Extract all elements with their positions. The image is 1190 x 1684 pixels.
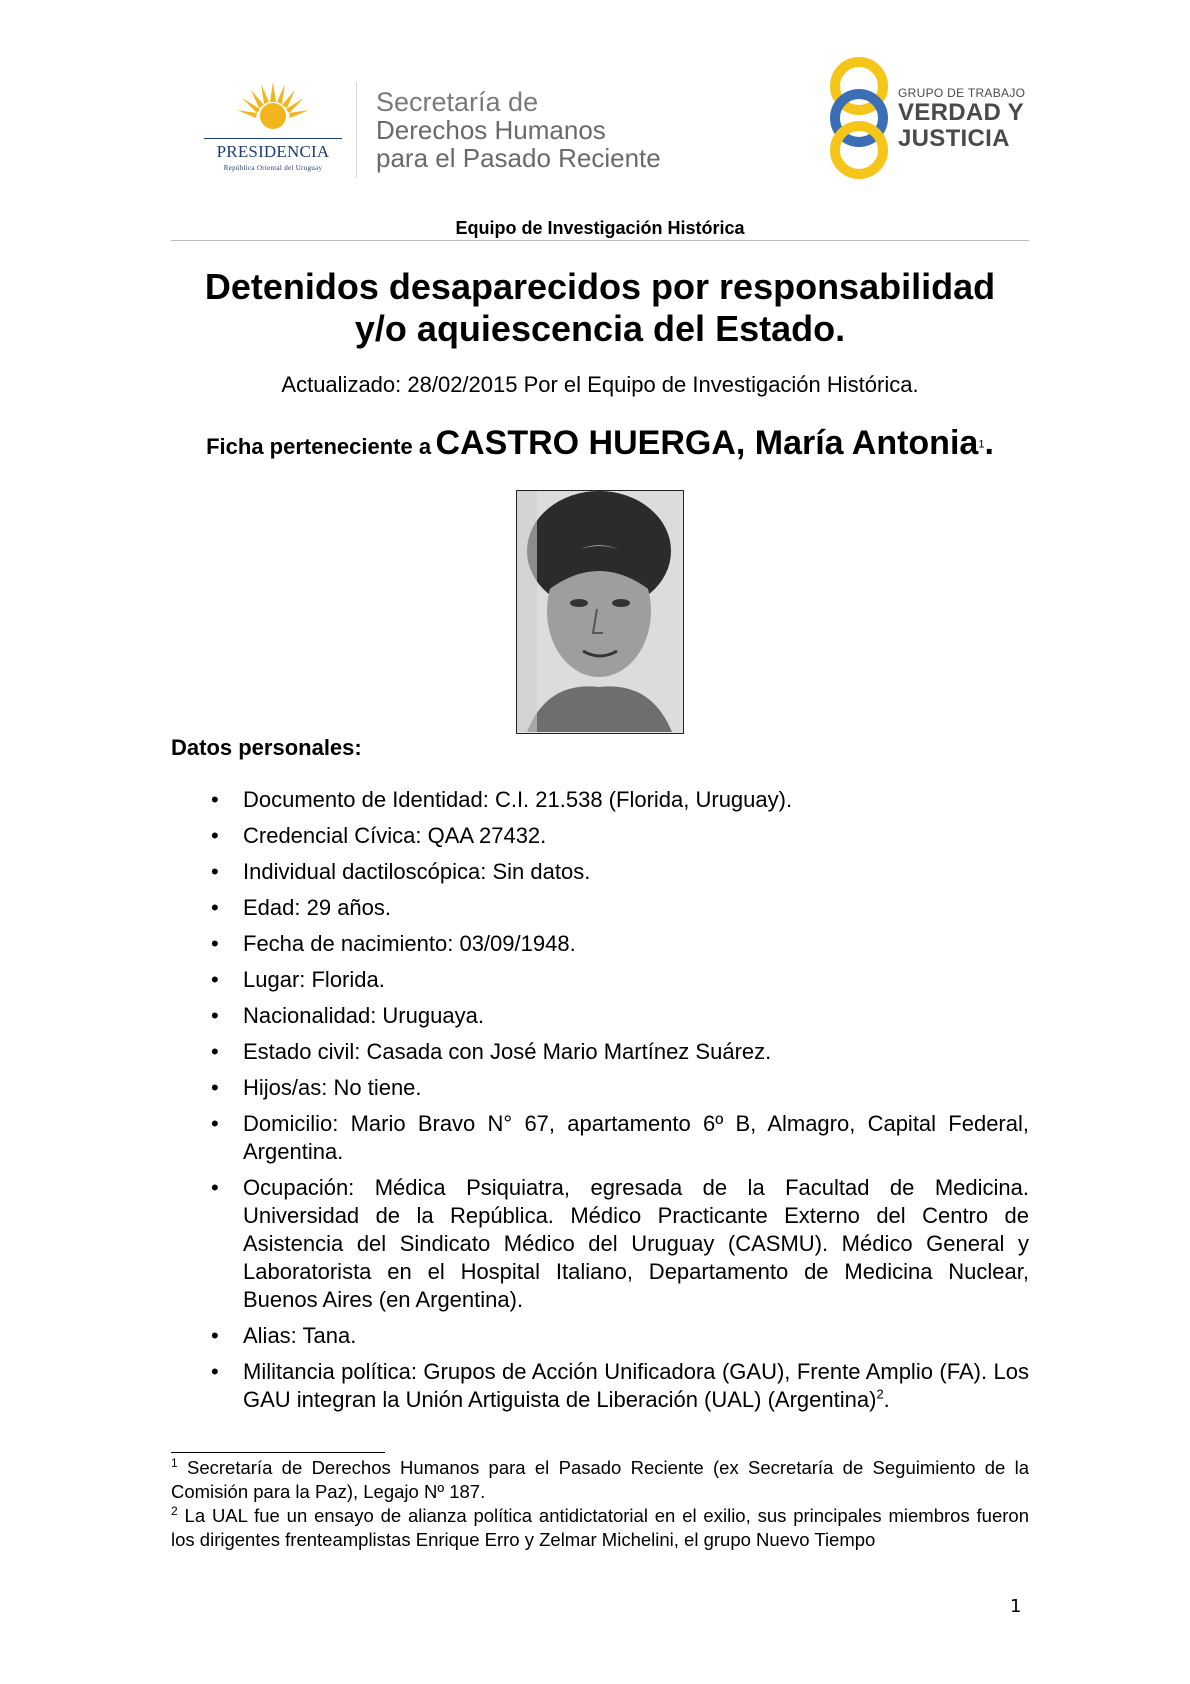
list-item: • Individual dactiloscópica: Sin datos. [211, 859, 591, 884]
document-title-line-1: Detenidos desaparecidos por responsabilidad [204, 266, 996, 307]
bullet-icon: • [211, 1323, 219, 1348]
vyj-line-2: JUSTICIA [898, 125, 1010, 152]
bullet-icon: • [211, 823, 219, 848]
secretaria-line-3: para el Pasado Reciente [376, 143, 661, 173]
list-item: • Domicilio: Mario Bravo N° 67, apartamento 6º B, Almagro, Capital Federal, Argentina. [211, 1111, 1029, 1164]
bullet-icon: • [211, 931, 219, 956]
list-item: • Militancia política: Grupos de Acción Unificadora (GAU), Frente Amplio (FA). Los GAU integran la Unión Artiguista de Liberación (UAL) (Argentina)$^2$. [211, 1359, 1029, 1412]
ficha-prefix: Ficha perteneciente a [206, 434, 432, 459]
personal-data-heading: Datos personales: [171, 735, 362, 760]
ficha-suffix: . [984, 424, 994, 462]
bullet-icon: • [211, 1175, 219, 1200]
footnote-ref-2[interactable]: 2 [876, 1386, 884, 1402]
list-item: • Credencial Cívica: QAA 27432. [211, 823, 547, 848]
header-divider [356, 82, 357, 178]
document-title [171, 266, 1029, 350]
personal-data-list [171, 786, 1029, 1422]
person-name: CASTRO HUERGA, María Antonia [435, 424, 979, 462]
bullet-icon: • [211, 967, 219, 992]
ficha-heading [171, 424, 1029, 463]
header-rule [171, 240, 1029, 241]
list-item: • Documento de Identidad: C.I. 21.538 (Florida, Uruguay). [211, 787, 793, 812]
verdad-justicia-text [898, 86, 1028, 152]
list-item: • Lugar: Florida. [211, 967, 385, 992]
presidencia-title: PRESIDENCIA [216, 142, 330, 161]
portrait-photo [516, 490, 684, 734]
presidencia-divider [204, 138, 342, 139]
bullet-icon: • [211, 1003, 219, 1028]
bullet-icon: • [211, 895, 219, 920]
footnote-number: 1 [171, 1455, 178, 1470]
page-number: 1 [1010, 1596, 1022, 1617]
chain-rings-icon [822, 56, 896, 182]
updated-line: Actualizado: 28/02/2015 Por el Equipo de Investigación Histórica. [281, 372, 919, 397]
bullet-icon: • [211, 1111, 219, 1136]
vyj-line-1: VERDAD Y [898, 99, 1024, 126]
team-heading: Equipo de Investigación Histórica [455, 218, 745, 238]
list-item: • Alias: Tana. [211, 1323, 357, 1348]
footnote-ref-1[interactable]: 1 [978, 438, 985, 451]
list-item: • Hijos/as: No tiene. [211, 1075, 422, 1100]
document-title-line-2: y/o aquiescencia del Estado. [354, 308, 846, 349]
bullet-icon: • [211, 859, 219, 884]
bullet-icon: • [211, 787, 219, 812]
list-item: • Edad: 29 años. [211, 895, 392, 920]
list-item: • Fecha de nacimiento: 03/09/1948. [211, 931, 576, 956]
bullet-icon: • [211, 1039, 219, 1064]
secretaria-line-1: Secretaría de [376, 87, 539, 117]
footnote-number: 2 [171, 1503, 178, 1518]
verdad-justicia-logo [822, 56, 1026, 182]
footnote-2: $^2$ La UAL fue un ensayo de alianza política antidictatorial en el exilio, sus principales miembros fueron los dirigentes frenteamplistas Enrique Erro y Zelmar Michelini, el grupo Nuevo Tiempo [171, 1503, 1029, 1550]
portrait-icon [517, 491, 682, 732]
secretaria-line-2: Derechos Humanos [376, 115, 606, 145]
list-item: • Estado civil: Casada con José Mario Martínez Suárez. [211, 1039, 772, 1064]
footnotes [171, 1456, 1029, 1552]
bullet-icon: • [211, 1075, 219, 1100]
sun-emblem-icon [233, 80, 313, 140]
list-item: • Nacionalidad: Uruguaya. [211, 1003, 484, 1028]
presidencia-logo [198, 80, 348, 180]
presidencia-subtitle: República Oriental del Uruguay [223, 164, 323, 172]
secretaria-logo-text [376, 88, 716, 172]
vyj-small-label: GRUPO DE TRABAJO [898, 86, 1026, 100]
footnote-1: $^1$ Secretaría de Derechos Humanos para el Pasado Reciente (ex Secretaría de Seguimiento de la Comisión para la Paz), Legajo Nº 187. [171, 1455, 1030, 1502]
footnote-rule [171, 1452, 385, 1453]
list-item: • Ocupación: Médica Psiquiatra, egresada de la Facultad de Medicina. Universidad de la República. Médico Practicante Externo del Centro de Asistencia del Sindicato Médico del Uruguay (CASMU). Médico General y Laboratorista en el Hospital Italiano, Departamento de Medicina Nuclear, Buenos Aires (en Argentina). [211, 1175, 1029, 1312]
bullet-icon: • [211, 1359, 219, 1384]
